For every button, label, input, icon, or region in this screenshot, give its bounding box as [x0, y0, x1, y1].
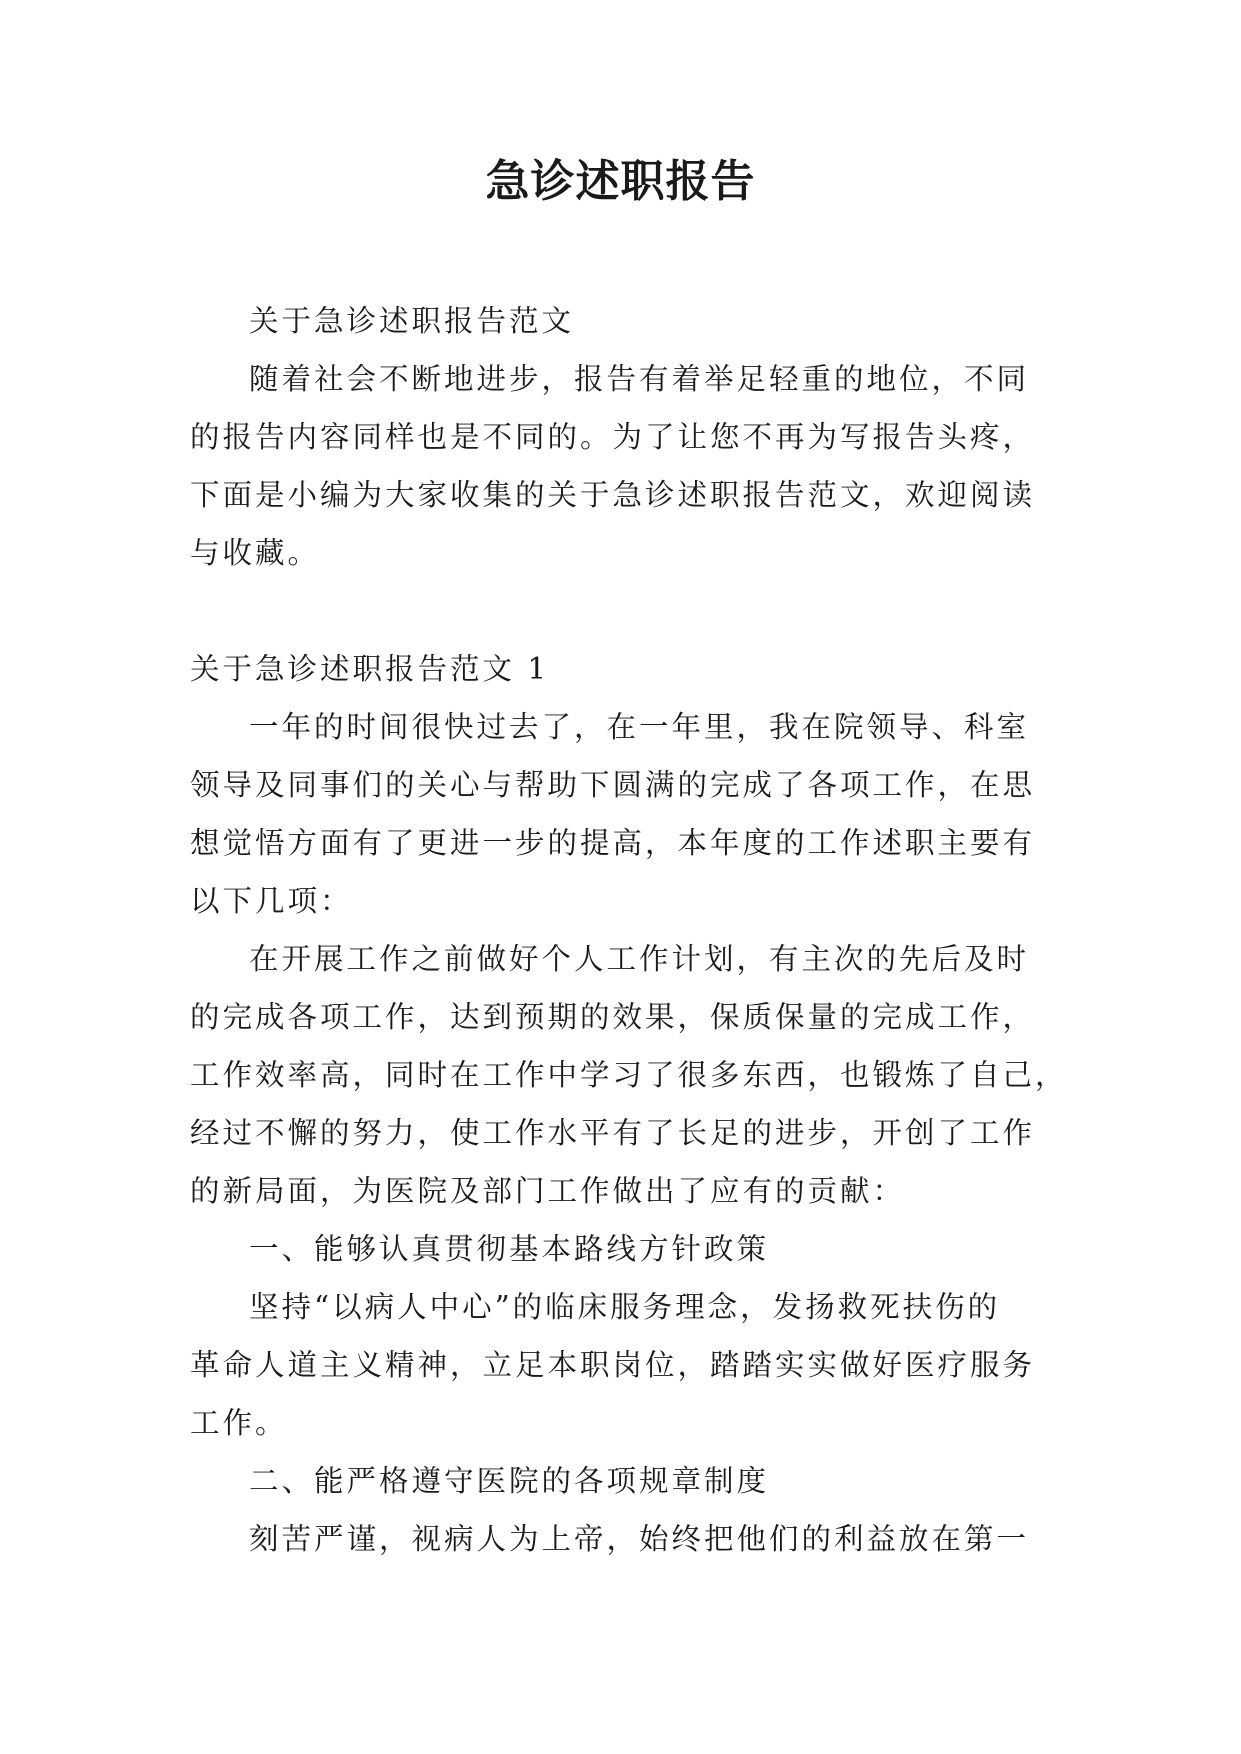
- paragraph-line: 的完成各项工作，达到预期的效果，保质保量的完成工作，: [190, 1000, 1036, 1034]
- paragraph-line: 一年的时间很快过去了，在一年里，我在院领导、科室: [249, 710, 1030, 744]
- paragraph-line: 经过不懈的努力，使工作水平有了长足的进步，开创了工作: [190, 1116, 1036, 1150]
- intro-line: 的报告内容同样也是不同的。为了让您不再为写报告头疼，: [190, 420, 1036, 454]
- item2-heading: 二、能严格遵守医院的各项规章制度: [249, 1464, 770, 1498]
- paragraph-line: 革命人道主义精神，立足本职岗位，踏踏实实做好医疗服务: [190, 1348, 1036, 1382]
- paragraph-line: 的新局面，为医院及部门工作做出了应有的贡献：: [190, 1174, 906, 1208]
- paragraph-line: 刻苦严谨，视病人为上帝，始终把他们的利益放在第一: [249, 1522, 1030, 1556]
- intro-paragraph: [190, 350, 1052, 582]
- item2-paragraph: [190, 1510, 1052, 1568]
- intro-line: 随着社会不断地进步，报告有着举足轻重的地位，不同: [249, 362, 1030, 396]
- paragraph-line: 在开展工作之前做好个人工作计划，有主次的先后及时: [249, 942, 1030, 976]
- intro-line: 与收藏。: [190, 536, 321, 570]
- paragraph-line: 以下几项：: [190, 884, 353, 918]
- paragraph-line: 想觉悟方面有了更进一步的提高，本年度的工作述职主要有: [190, 826, 1036, 860]
- item1-paragraph: [190, 1278, 1052, 1452]
- paragraph-2: [190, 930, 1068, 1220]
- paragraph-1: [190, 698, 1052, 930]
- document-body: [190, 292, 1068, 1568]
- intro-line: 下面是小编为大家收集的关于急诊述职报告范文，欢迎阅读: [190, 478, 1036, 512]
- document-title: 急诊述职报告: [485, 156, 756, 207]
- item1-heading: 一、能够认真贯彻基本路线方针政策: [249, 1232, 770, 1266]
- intro-heading: 关于急诊述职报告范文: [249, 304, 575, 338]
- section1-heading: 关于急诊述职报告范文 1: [190, 652, 550, 686]
- paragraph-line: 工作效率高，同时在工作中学习了很多东西，也锻炼了自己，: [190, 1058, 1068, 1092]
- paragraph-line: 坚持“以病人中心”的临床服务理念，发扬救死扶伤的: [249, 1290, 1001, 1324]
- paragraph-line: 领导及同事们的关心与帮助下圆满的完成了各项工作，在思: [190, 768, 1036, 802]
- paragraph-line: 工作。: [190, 1406, 288, 1440]
